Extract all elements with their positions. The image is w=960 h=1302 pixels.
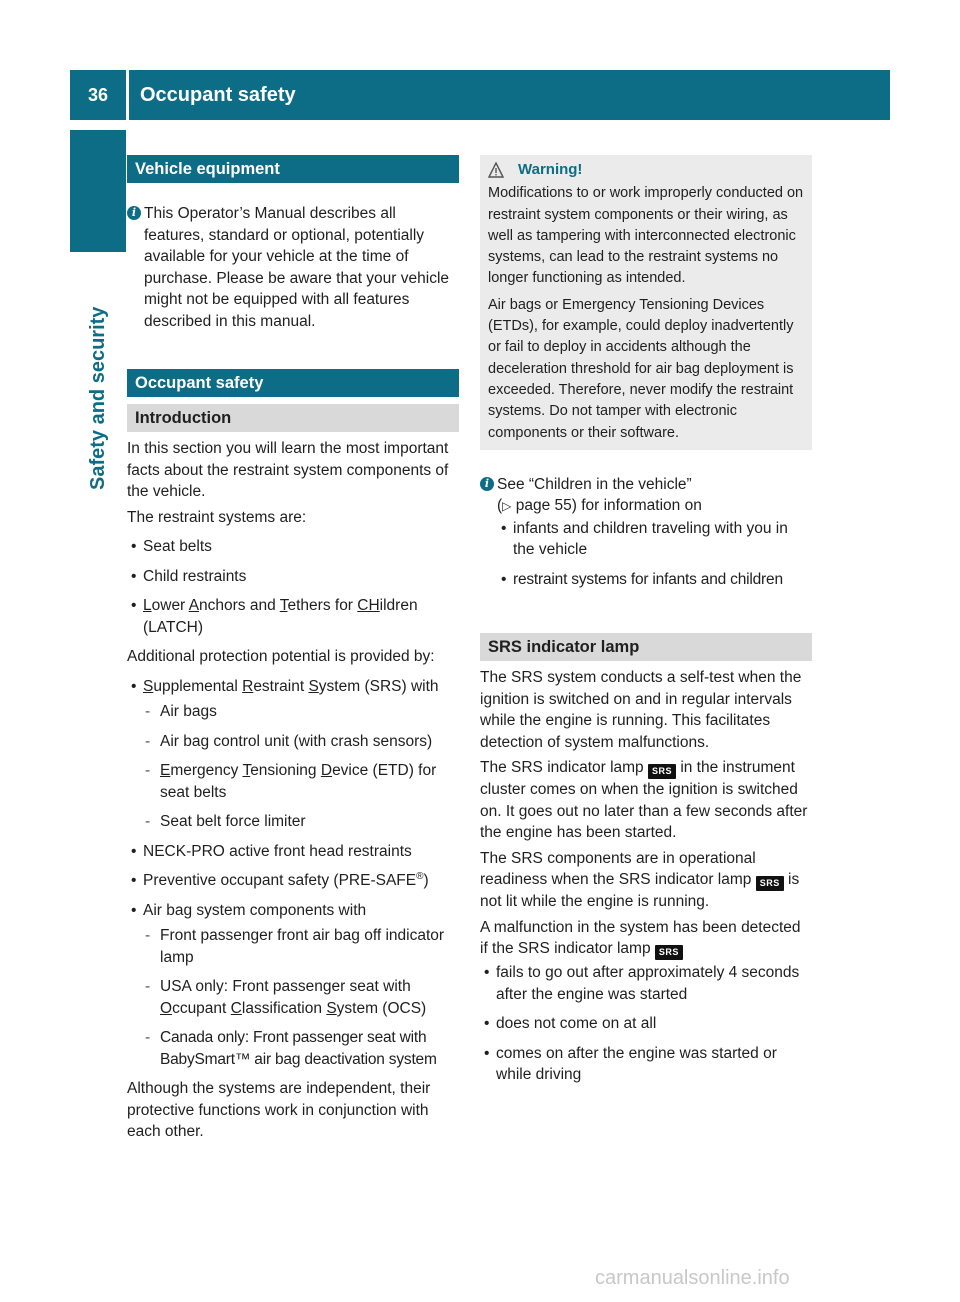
list-item: - Emergency Tensioning Device (ETD) for seat belts [127,760,459,803]
header-divider [126,70,129,120]
restraint-list [127,536,459,638]
list-item: - Canada only: Front passenger seat with BabySmart™ air bag deactivation system [127,1027,459,1070]
warning-icon [488,162,504,178]
list-item: - Air bags [127,701,459,723]
warning-header [488,159,804,180]
children-info-line1: See “Children in the vehicle” [497,475,692,493]
srs-indicator-icon: SRS [655,945,683,960]
list-item: • comes on after the engine was started or while driving [480,1043,812,1086]
list-item: • NECK-PRO active front head restraints [127,841,459,863]
srs-para: The SRS components are in operational readiness when the SRS indicator lamp SRS is not lit while the engine is running. [480,849,800,911]
list-item: • restraint systems for infants and children [497,569,812,591]
list-item: • Air bag system components with - Front passenger front air bag off indicator lamp - USA only: Front passenger seat with Occupant Classification System (OCS) - Canada only: Front passenger seat with BabySmart™ air bag deactivation system [127,900,459,1071]
section-label [70,260,126,490]
vehicle-equipment-info [127,203,459,332]
introduction-heading: Introduction [127,404,459,432]
occupant-safety-heading: Occupant safety [127,369,459,397]
list-item: - Seat belt force limiter [127,811,459,833]
srs-indicator-icon: SRS [756,876,784,891]
list-item: - Air bag control unit (with crash sensors) [127,731,459,753]
right-column [480,155,812,1094]
vehicle-equipment-heading: Vehicle equipment [127,155,459,183]
airbag-components-sublist [127,925,459,1070]
srs-para: A malfunction in the system has been detected if the SRS indicator lamp SRS [480,917,812,961]
list-item: • Preventive occupant safety (PRE-SAFE®) [127,870,459,892]
srs-para: The SRS indicator lamp SRS in the instrument cluster comes on when the ignition is switched on. It goes out no later than a few seconds after the engine has been started. [480,759,808,842]
children-info-line2: (▷ page 55) for information on [497,497,702,515]
warning-box [480,155,812,450]
warning-para: Air bags or Emergency Tensioning Devices (ETDs), for example, could deploy inadvertently or fail to deploy in accidents although the deceleration threshold for air bag deployment is exceeded. Therefore, never modify the restraint systems. Do not tamper with electronic components or their software. [488,296,794,441]
section-label-text: Safety and security [87,306,109,490]
intro-para: In this section you will learn the most important facts about the restraint system components of the vehicle. [127,440,449,500]
warning-para: Modifications to or work improperly conducted on restraint system components or their wiring, as well as tampering with interconnected electronic systems, can lead to the restraint systems no longer functioning as intended. [488,185,804,287]
list-item: • fails to go out after approximately 4 seconds after the engine was started [480,962,812,1005]
vehicle-equipment-text: This Operator’s Manual describes all features, standard or optional, potentially available for your vehicle at the time of purchase. Please be aware that your vehicle might not be equipped with all features described in this manual. [144,205,450,330]
srs-indicator-icon: SRS [648,764,676,779]
srs-para: The SRS system conducts a self-test when the ignition is switched on and in regular intervals while the engine is running. This facilitates detection of system malfunctions. [480,669,802,751]
srs-lamp-heading: SRS indicator lamp [480,633,812,661]
list-item: - Front passenger front air bag off indicator lamp [127,925,459,968]
list-item: • Child restraints [127,566,459,588]
srs-malfunction-list [480,962,812,1086]
list-item: • Seat belts [127,536,459,558]
page-ref-arrow-icon: ▷ [502,499,512,514]
page-number: 36 [87,85,109,105]
list-item: • infants and children traveling with you in the vehicle [497,518,812,561]
list-item: • does not come on at all [480,1013,812,1035]
list-item: • Supplemental Restraint System (SRS) with - Air bags - Air bag control unit (with crash sensors) - Emergency Tensioning Device (ETD) for seat belts - Seat belt force limiter [127,676,459,833]
srs-sublist [127,701,459,833]
list-item: • Lower Anchors and Tethers for CHildren (LATCH) [127,595,459,638]
list-item: - USA only: Front passenger seat with Occupant Classification System (OCS) [127,976,459,1019]
warning-title: Warning! [518,161,583,178]
children-info [480,474,812,591]
additional-protection-label: Additional protection potential is provided by: [127,648,435,665]
page-title: Occupant safety [140,84,296,106]
protection-list [127,676,459,1071]
section-tab [70,130,126,252]
info-icon: i [127,206,141,220]
watermark: carmanualsonline.info [595,1267,790,1289]
info-icon: i [480,477,494,491]
restraint-systems-label: The restraint systems are: [127,508,307,526]
closing-para: Although the systems are independent, their protective functions work in conjunction with each other. [127,1080,431,1140]
children-info-list [497,518,812,591]
left-column [127,155,459,1147]
